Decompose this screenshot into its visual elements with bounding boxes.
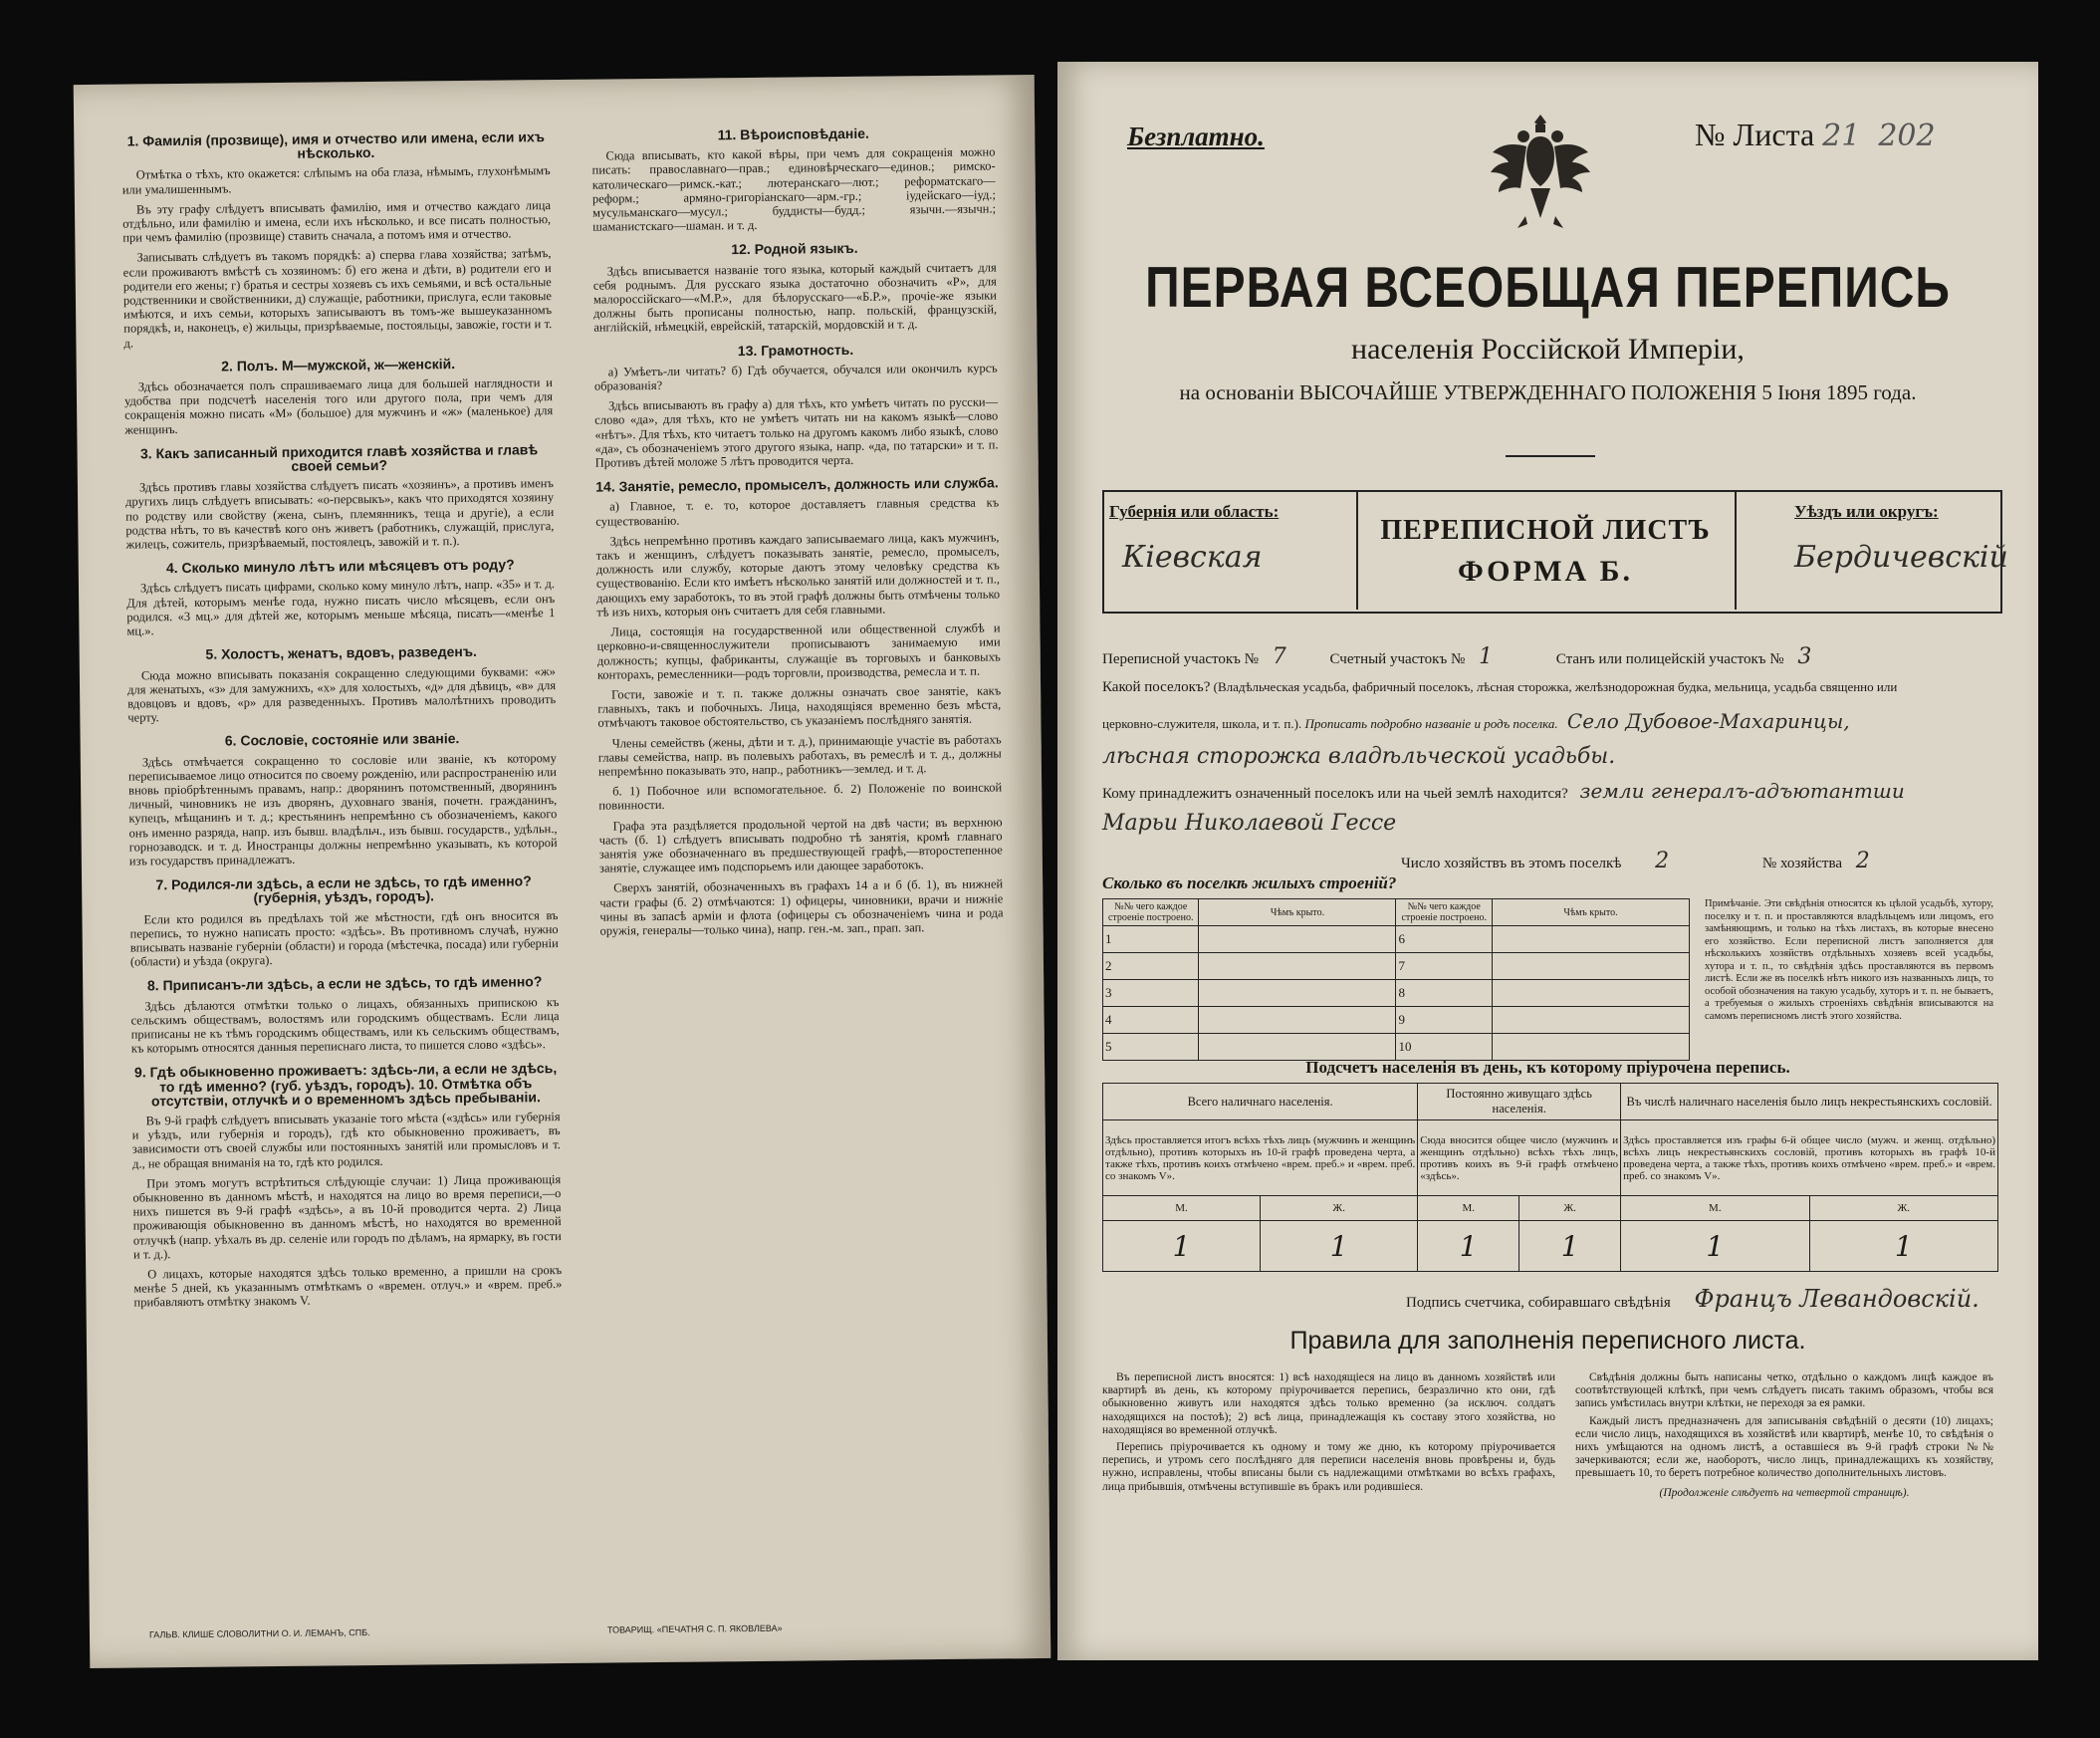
table-row [1103,926,1690,953]
page-subtitle: населенія Россійской Имперіи, [1351,333,1745,366]
settlement-hint-2: церковно-служителя, школа, и т. п.). [1102,716,1302,731]
sheet-number-value: 21 [1822,119,1861,153]
table-cell[interactable] [1492,953,1689,980]
table-cell[interactable] [1492,1007,1689,1034]
table-row [1103,1007,1690,1034]
households-field[interactable]: 2 [1655,849,1670,873]
settlement-hint: (Владѣльческая усадьба, фабричный поселокъ, лѣсная сторожка, желѣзнодорожная будка, мельница, усадьба священно или [1213,679,1898,694]
page-title: ПЕРВАЯ ВСЕОБЩАЯ ПЕРЕПИСЬ [1145,256,1951,321]
table-cell[interactable] [1492,1034,1689,1061]
sheet-number [1695,117,1936,153]
household-no-label: № хозяйства [1761,856,1843,871]
table-cell[interactable] [1199,953,1396,980]
female-header: Ж. [1519,1196,1621,1221]
table-cell[interactable] [1492,980,1689,1007]
instruction-heading: 11. Вѣроисповѣданіе. [717,124,869,143]
printer-note-right: ТОВАРИЩ. «ПЕЧАТНЯ С. П. ЯКОВЛЕВА» [606,1622,783,1635]
count-field[interactable]: 1 [1809,1221,1997,1272]
count-field[interactable]: 1 [1519,1221,1621,1272]
column-description: Сюда вносится общее число (мужчинъ и женщинъ отдѣльно) всѣхъ тѣхъ лицъ, противъ коихъ въ 9-й графѣ отмѣчено «здѣсь». [1418,1120,1621,1196]
instruction-paragraph: Здѣсь вписывается названіе того языка, который каждый считаетъ для себя роднымъ. Для русскаго языка достаточно обозначить «Р», для малороссійскаго—«М.Р.», для бѣлорусскаго—«Б.Р.», прочіе-же языки должны быть прописаны полностью, напр. польскій, французскій, англійскій, нѣмецкій, еврейскій, татарскій, мордовскій и т. д. [592,260,998,336]
male-header: М. [1418,1196,1519,1221]
signature-label: Подпись счетчика, собиравшаго свѣдѣнія [1406,1295,1671,1311]
divider [1356,490,1358,610]
count-field[interactable]: 1 [1103,1221,1261,1272]
instruction-paragraph: а) Главное, т. е. то, которое доставляетъ главныя средства къ существованію. [595,495,1000,529]
row-number: 2 [1103,953,1199,980]
household-no-field[interactable]: 2 [1855,849,1870,873]
column-header: Всего наличнаго населенія. [1103,1084,1418,1120]
rules-title: Правила для заполненія переписного листа. [1289,1327,1806,1355]
instruction-paragraph: Гости, завожіе и т. п. также должны означать свое занятіе, какъ главныхъ, такъ и побочныхъ. Лица, находящіяся временно безъ мѣста, отмѣчаютъ таковое обстоятельство, съ указаніемъ послѣдняго занятія. [597,683,1002,730]
table-cell[interactable] [1492,926,1689,953]
table-row [1103,1196,1998,1221]
divider [1506,455,1595,457]
owner-row [1102,779,1998,803]
instruction-heading: 7. Родился-ли здѣсь, а если не здѣсь, то гдѣ именно? (губернія, уѣздъ, городъ). [155,872,532,906]
row-number: 10 [1396,1034,1492,1061]
settlement-row-3 [1102,744,1998,769]
table-row [1103,1221,1998,1272]
population-count-table [1102,1083,1998,1272]
counting-field[interactable]: 1 [1479,644,1494,669]
instruction-heading: 6. Сословіе, состояніе или званіе. [224,730,460,749]
instruction-paragraph: Въ эту графу слѣдуетъ вписывать фамилію, имя и отчество каждаго лица отдѣльно, или фамилію и имена, если ихъ нѣсколько, и все писать полностью, при чемъ фамилію (прозвище) ставить сначала, а потомъ имя и отчество. [122,197,552,245]
row-number: 1 [1103,926,1199,953]
female-header: Ж. [1809,1196,1997,1221]
settlement-field-2[interactable]: лѣсная сторожка владѣльческой усадьбы. [1102,744,1616,769]
rules-paragraph: Перепись пріурочивается къ одному и тому же дню, къ которому пріурочивается перепись, и утромъ сего послѣдняго для переписи населенія вновь провѣрены и, будь нужно, исправлены, чтобы вписаны были съ надлежащими отмѣтками во всѣхъ графахъ, лица прибывшія, отмѣчены вступившіе въ бракъ или родившіеся. [1102,1441,1555,1493]
signature-field[interactable]: Францъ Левандовскій. [1694,1285,1980,1313]
instruction-paragraph: Здѣсь дѣлаются отмѣтки только о лицахъ, обязанныхъ припискою къ сельскимъ обществамъ, волостямъ или городскимъ обществамъ. Если лица приписаны не къ тѣмъ городскимъ обществамъ, или къ сельскимъ обществамъ, къ которымъ относятся данныя переписнаго листа, то пишется слово «здѣсь». [130,994,560,1056]
instruction-paragraph: Здѣсь непремѣнно противъ каждаго записываемаго лица, какъ мужчинъ, такъ и женщинъ, слѣдуетъ показывать занятіе, ремесло, промыселъ, должность или службу, которые даютъ этому человѣку средства къ существованію. Если кто имѣетъ нѣсколько занятій или должностей и т. п., дающихъ ему заработокъ, то въ этой графѣ должны быть отмѣчены только тѣ изъ нихъ, которыя онъ считаетъ для себя главными. [595,530,1001,620]
rules-column-right [1575,1371,1993,1620]
row-number: 9 [1396,1007,1492,1034]
row-number: 3 [1103,980,1199,1007]
column-header: Чѣмъ крыто. [1199,899,1396,926]
instruction-paragraph: Здѣсь отмѣчается сокращенно то сословіе или званіе, къ которому переписываемое лицо относится по своему рожденію, или распространенію или вновь пріобрѣтеннымъ правамъ, напр.: дворянинъ потомственный, дворянинъ личный, чиновникъ не изъ дворянъ, духовнаго званія, почетн. гражданинъ, купецъ, мѣщанинъ и т. д.; крестьянинъ непремѣнно съ обозначеніемъ, какого онъ именно разряда, напр. изъ бывш. владѣльч., изъ бывш. государств., удѣльн., горнозаводск. и т. д. Иностранцы должны непремѣнно указывать, къ которой изъ государствъ принадлежатъ. [127,750,558,869]
table-row [1103,980,1690,1007]
column-description: Здѣсь проставляется изъ графы 6-й общее число (мужч. и женщ. отдѣльно) всѣхъ лицъ некрестьянскихъ сословій, противъ которыхъ въ графѣ 10-й проведена черта, а также тѣхъ, противъ коихъ отмѣчено «врем. преб.» и «врем. преб. со знакомъ V». [1621,1120,1998,1196]
instruction-paragraph: Отмѣтка о тѣхъ, кто окажется: слѣпымъ на оба глаза, нѣмымъ, глухонѣмымъ или умалишеннымъ. [121,163,551,197]
table-row [1103,953,1690,980]
column-header: №№ чего каждое строеніе построено. [1103,899,1199,926]
instruction-paragraph: Здѣсь вписывають въ графу а) для тѣхъ, кто умѣетъ читать по русски—слово «да», для тѣхъ, кто не умѣетъ читать ни на какомъ языкѣ—слово «нѣтъ». Для тѣхъ, кто читаетъ только на другомъ какомъ либо языкѣ, слово «да», съ обозначеніемъ этого другого языка, напр. «да, по татарски» и т. п. Противъ дѣтей моложе 5 лѣтъ проводится черта. [594,394,999,470]
sheet-number-label: № Листа [1695,117,1815,152]
column-header: №№ чего каждое строеніе построено. [1396,899,1492,926]
instruction-paragraph: Здѣсь слѣдуетъ писать цифрами, сколько кому минуло лѣтъ, напр. «35» и т. д. Для дѣтей, которымъ менѣе года, нужно писать число мѣсяцевъ, если онъ родился. «3 мц.» для дѣтей же, которымъ меньше мѣсяца, писать—«менѣе 1 мц.». [126,577,556,638]
female-header: Ж. [1261,1196,1418,1221]
instruction-paragraph: Записывать слѣдуетъ въ такомъ порядкѣ: а) сперва глава хозяйства; затѣмъ, если проживаютъ вмѣстѣ съ хозяиномъ: б) его жена и дѣти, в) родители его и родители его жены; г) братья и сестры хозяевъ съ ихъ семьями, и всѣ остальные родственники и свойственники, д) служащіе, работники, прислуга, если таковые имѣются, и ихъ семьи, которыхъ записываютъ въ томъ-же вышеуказанномъ порядкѣ, и, наконецъ, е) жильцы, призрѣваемые, постояльцы, завожіе, гости и т. д. [122,246,553,351]
settlement-hint-3: Прописать подробно названіе и родъ поселка. [1304,716,1558,731]
buildings-title: Сколько въ поселкѣ жилыхъ строеній? [1102,873,1397,892]
continued-note: (Продолженіе слѣдуетъ на четвертой страницѣ). [1659,1486,1910,1499]
rules-paragraph: Въ переписной листъ вносятся: 1) всѣ находящіеся на лицо въ данномъ хозяйствѣ или квартирѣ въ день, къ которому пріурочивается перепись, безразлично кто они, гдѣ обыкновенно живутъ или находятся здѣсь только временно (за исключ. солдатъ находящихся на постоѣ); 2) всѣ лица, принадлежащія къ составу этого хозяйства, но находящіяся во временной отлучкѣ. [1102,1371,1555,1436]
double-headed-eagle-emblem-icon [1486,107,1595,236]
instruction-paragraph: б. 1) Побочное или вспомогательное. б. 2) Положеніе по воинской повинности. [598,780,1003,813]
owner-label: Кому принадлежитъ означенный поселокъ или на чьей землѣ находится? [1102,786,1568,802]
instruction-heading: 2. Полъ. М—мужской, ж—женскій. [221,355,456,374]
right-page [1057,62,2038,1660]
instruction-paragraph: Сюда вписывать, кто какой вѣры, при чемъ для сокращенія можно писать: православнаго—прав.; единовѣрческаго—единов.; римско-католическаго—римск.-кат.; лютеранскаго—лют.; реформатскаго—реформ.; армяно-григоріанскаго—арм.-гр.; іудейскаго—іуд.; мусульманскаго—мусул.; буддисты—будд.; язычн.—язычн.; шаманистскаго—шаман. и т. д. [591,144,997,234]
stan-label: Станъ или полицейскій участокъ № [1555,651,1784,667]
divider [1735,490,1737,610]
row-number: 5 [1103,1034,1199,1061]
precinct-label: Переписной участокъ № [1102,651,1259,667]
rules-column-left [1102,1371,1555,1620]
precinct-field[interactable]: 7 [1272,644,1286,669]
free-label: Безплатно. [1127,122,1265,151]
instruction-heading: 9. Гдѣ обыкновенно проживаетъ: здѣсь-ли, а если не здѣсь, то гдѣ именно? (губ. уѣздъ, городъ). 10. Отмѣтка объ отсутствіи, отлучкѣ и о временномъ здѣсь пребываніи. [133,1060,558,1110]
guberniya-field[interactable]: Кіевская [1122,540,1263,575]
count-field[interactable]: 1 [1261,1221,1418,1272]
instructions-column-left [121,120,565,1578]
instruction-heading: 13. Грамотность. [737,341,854,359]
precinct-row [1102,644,1998,669]
instruction-paragraph: Если кто родился въ предѣлахъ той же мѣстности, гдѣ онъ вносится въ перепись, то нужно написать просто: «здѣсь». Въ противномъ случаѣ, нужно вписывать названіе губерніи (области) и города (мѣстечка, посада) или губерніи (области) и уѣзда (округа). [129,907,559,969]
instruction-paragraph: О лицахъ, которые находятся здѣсь только временно, а пришли на срокъ менѣе 5 дней, къ указаннымъ отмѣткамъ о «времен. отлуч.» и «врем. преб.» прибавляютъ отмѣтку знакомъ V. [133,1263,563,1310]
left-page [74,75,1051,1668]
table-cell[interactable] [1199,1007,1396,1034]
households-row [1102,849,1998,873]
settlement-field[interactable]: Село Дубовое-Махаринцы, [1566,709,1850,733]
instruction-heading: 14. Занятіе, ремесло, промыселъ, должность или служба. [595,474,999,495]
instruction-heading: 1. Фамилія (прозвище), имя и отчество или имена, если ихъ нѣсколько. [126,128,546,161]
signature-row [1406,1285,1980,1313]
male-header: М. [1621,1196,1809,1221]
instruction-paragraph: Графа эта раздѣляется продольной чертой на двѣ части; въ верхнюю часть (б. 1) слѣдуетъ вписывать подробно тѣ занятія, кромѣ главнаго занятія уже обозначеннаго въ предшествующей графѣ,—второстепенное занятіе, служащее имъ подспорьемъ или дающее заработокъ. [598,814,1003,875]
instruction-heading: 8. Приписанъ-ли здѣсь, а если не здѣсь, то гдѣ именно? [146,973,543,994]
counting-label: Счетный участокъ № [1329,651,1466,667]
table-cell[interactable] [1199,980,1396,1007]
instruction-paragraph: При этомъ могутъ встрѣтиться слѣдующіе случаи: 1) Лица проживающія обыкновенно въ данномъ мѣстѣ, и находятся на лицо во время переписи,—о нихъ пишется въ 9-й графѣ «здѣсь», а въ 10-й проводится черта. 2) Лица проживающія обыкновенно въ данномъ мѣстѣ, но находятся во временной отлучкѣ (напр. уѣхалъ въ др. селеніе или городъ по дѣламъ, на ярмарку, въ гости и т. д.). [132,1171,562,1262]
table-header-row [1103,1084,1998,1120]
uezd-label: Уѣздъ или округъ: [1794,502,1939,521]
count-field[interactable]: 1 [1621,1221,1809,1272]
instruction-paragraph: Сверхъ занятій, обозначенныхъ въ графахъ 14 а и б (б. 1), въ нижней части графы (б. 2) отмѣчаются: 1) офицеры, чиновники, врачи и нижніе чины въ запасѣ арміи и флота (офицеры съ обозначеніемъ чина и рода оружія, генералы—только чина), напр. ген.-м. зап., прап. зап. [599,876,1004,938]
instruction-paragraph: Лица, состоящія на государственной или общественной службѣ и церковно-и-священнослужители прописываютъ занимаемую ими должность; купцы, фабриканты, служащіе въ торговыхъ и банковыхъ конторахъ, ремесленники—родъ торговли, производства, ремесла и т. п. [596,621,1001,682]
printer-note-left: ГАЛЬВ. КЛИШЕ СЛОВОЛИТНИ О. И. ЛЕМАНЪ, СПБ. [148,1627,370,1640]
instruction-paragraph: Члены семействъ (жены, дѣти и т. д.), принимающіе участіе въ работахъ главы семейства, напр. въ полевыхъ работахъ, въ ремеслѣ и т. д., должны непремѣнно показывать это, напр., работникъ—землед. и т. д. [597,731,1002,779]
households-label: Число хозяйствъ въ этомъ поселкѣ [1401,856,1622,871]
instruction-heading: 5. Холостъ, женатъ, вдовъ, разведенъ. [205,643,477,663]
male-header: М. [1103,1196,1261,1221]
row-number: 6 [1396,926,1492,953]
population-count-title: Подсчетъ населенія въ день, къ которому пріурочена перепись. [1305,1058,1790,1077]
table-header-row [1103,899,1690,926]
column-header: Постоянно живущаго здѣсь населенія. [1418,1084,1621,1120]
instruction-heading: 12. Родной языкъ. [731,240,858,258]
form-title: ФОРМА Б. [1457,555,1634,588]
sheet-number-stamp: 202 [1878,119,1936,153]
row-number: 8 [1396,980,1492,1007]
column-header: Чѣмъ крыто. [1492,899,1689,926]
stan-field[interactable]: 3 [1797,644,1812,669]
row-number: 7 [1396,953,1492,980]
uezd-field[interactable]: Бердичевскій [1794,540,2008,575]
table-row [1103,1120,1998,1196]
table-cell[interactable] [1199,926,1396,953]
instruction-paragraph: Здѣсь обозначается полъ спрашиваемаго лица для большей наглядности и удобства при подсчетѣ населенія того или другого пола, при чемъ для сокращенія можно писать «М» (большое) для мужчинъ и «ж» (маленькое) для женщинъ. [123,375,554,437]
instruction-paragraph: Въ 9-й графѣ слѣдуетъ вписывать указаніе того мѣста («здѣсь» или губернія и уѣздъ, или губернія и городъ), гдѣ кто обыкновенно проживаетъ, въ зависимости отъ своей службы или постоянныхъ занятій или промысловъ и т. д., не обращая вниманія на то, гдѣ кто родился. [131,1110,561,1171]
column-description: Здѣсь проставляется итогъ всѣхъ тѣхъ лицъ (мужчинъ и женщинъ отдѣльно), противъ которыхъ въ 10-й графѣ проведена черта, а также тѣхъ, противъ коихъ отмѣчено «врем. преб.» и «врем. преб. со знакомъ V». [1103,1120,1418,1196]
row-number: 4 [1103,1007,1199,1034]
table-row [1103,1034,1690,1061]
sheet-title: ПЕРЕПИСНОЙ ЛИСТЪ [1380,515,1711,546]
rules-paragraph: Свѣдѣнія должны быть написаны четко, отдѣльно о каждомъ лицѣ каждое въ соотвѣтствующей клѣткѣ, при чемъ слѣдуетъ писать такимъ образомъ, чтобы вся запись умѣстилась внутри клѣтки, не переходя за ея рамки. [1575,1371,1993,1410]
instruction-heading: 3. Какъ записанный приходится главѣ хозяйства и главѣ своей семьи? [139,441,539,474]
instructions-column-right [591,115,1010,1573]
rules-paragraph: Каждый листъ предназначенъ для записыванія свѣдѣній о десяти (10) лицахъ; если число лицъ, находящихся въ хозяйствѣ или квартирѣ, менѣе 10, то свѣдѣнія о нихъ умѣщаются на одномъ листѣ, а оставшіеся въ 9-й графѣ строки №№ зачеркиваются; если же, наоборотъ, число лицъ, принадлежащихъ къ хозяйству, превышаетъ 10, то беретъ потребное количество дополнительныхъ листовъ. [1575,1414,1993,1480]
column-header: Въ числѣ наличнаго населенія было лицъ некрестьянскихъ сословій. [1621,1084,1998,1120]
instruction-paragraph: а) Умѣетъ-ли читать? б) Гдѣ обучается, обучался или окончилъ курсъ образованія? [593,361,998,393]
instruction-paragraph: Сюда можно вписывать показанія сокращенно следующими буквами: «ж» для женатыхъ, «з» для замужнихъ, «х» для холостыхъ, «д» для дѣвицъ, «в» для вдовцовъ и вдовъ, «р» для разведенныхъ. Противъ малолѣтнихъ проводить черту. [126,663,557,725]
owner-field[interactable]: земли генералъ-адъютантши [1579,779,1905,803]
buildings-table [1102,898,1690,1061]
decree-line: на основаніи ВЫСОЧАЙШЕ УТВЕРЖДЕННАГО ПОЛОЖЕНІЯ 5 Іюня 1895 года. [1179,380,1917,404]
settlement-row [1102,679,1998,696]
settlement-label: Какой поселокъ? [1102,679,1211,695]
owner-field-2[interactable]: Марьи Николаевой Гессе [1102,811,1397,836]
buildings-note: Примѣчаніе. Эти свѣдѣнія относятся къ цѣлой усадьбѣ, хутору, поселку и т. п. и проставляются владѣльцемъ или лицомъ, его замѣняющимъ, и только на тѣхъ листахъ, въ которые внесено его хозяйство. Если переписной листъ заполняется для нѣсколькихъ хозяйствъ отдѣльныхъ хозяевъ всей усадьбы, хутора и т. п., то свѣдѣнія здѣсь проставляются въ первомъ листѣ. Если же въ поселкѣ нѣтъ никого изъ названныхъ лицъ, то особой обозначения на такую усадьбу, хуторъ и т. п. не бываетъ, а требуемыя о жилыхъ строеніяхъ свѣдѣнія вписываются на самомъ переписномъ листѣ этого хозяйства. [1705,898,1993,1022]
owner-row-2 [1102,811,1998,836]
instruction-paragraph: Здѣсь противъ главы хозяйства слѣдуетъ писать «хозяинъ», а противъ именъ другихъ лицъ слѣдуетъ вписывать: «о-персвыкъ», какъ что приходятся хозяину по родству или свойству (жена, сынъ, племянникъ, теща и другіе), а если родства нѣтъ, то въ качествѣ кого онъ живетъ (работникъ, служащій, прислуга, жилецъ, сожитель, призрѣваемый, постоялецъ, завожій и т. п.). [125,476,555,552]
table-cell[interactable] [1199,1034,1396,1061]
guberniya-label: Губернія или область: [1109,502,1280,521]
settlement-row-2 [1102,709,1998,733]
instruction-heading: 4. Сколько минуло лѣтъ или мѣсяцевъ отъ роду? [165,556,515,577]
count-field[interactable]: 1 [1418,1221,1519,1272]
